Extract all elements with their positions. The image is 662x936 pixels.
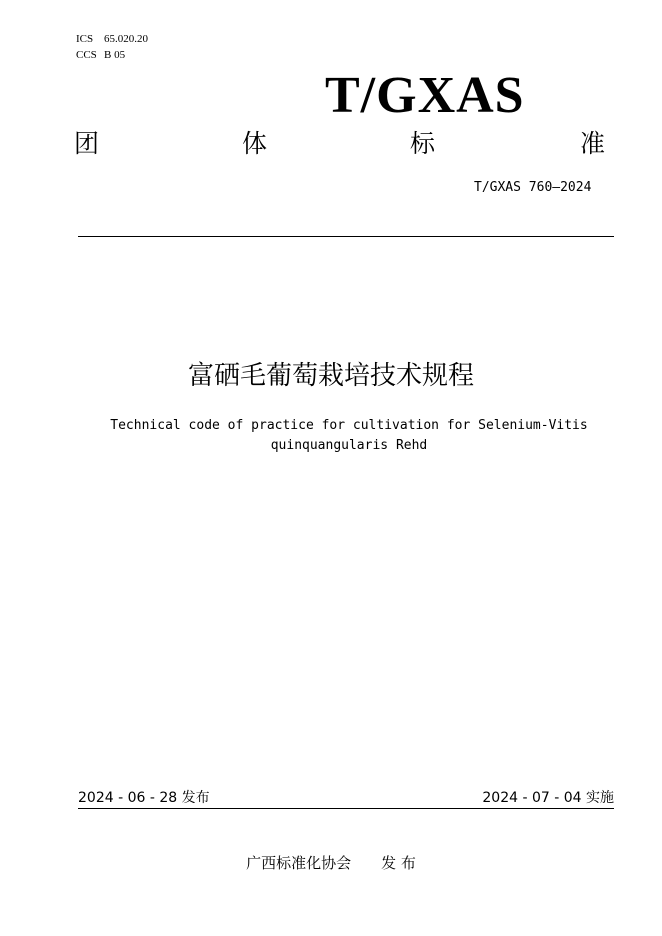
publish-date: 2024 - 06 - 28 发布 [78, 790, 210, 806]
classification-codes [76, 31, 148, 63]
brand-logo-text: T/GXAS [325, 67, 525, 124]
standard-type-char: 体 [242, 129, 268, 158]
standard-type-char: 团 [74, 129, 100, 158]
standard-type-char: 准 [580, 129, 606, 158]
issuer-action: 发 布 [381, 854, 416, 872]
header-divider [78, 236, 614, 237]
ics-label: ICS [76, 33, 94, 45]
ccs-label: CCS [76, 49, 97, 61]
implement-date: 2024 - 07 - 04 实施 [482, 790, 614, 806]
ics-value: 65.020.20 [104, 33, 148, 45]
issuer [0, 853, 662, 873]
standard-type-char: 标 [410, 129, 436, 158]
ccs-line [76, 47, 148, 63]
footer-divider [78, 808, 614, 809]
standard-type [74, 127, 610, 161]
issuer-name: 广西标准化协会 [246, 854, 352, 872]
ccs-value: B 05 [104, 49, 126, 61]
title-english-line: quinquangularis Rehd [270, 438, 428, 453]
title-chinese: 富硒毛葡萄栽培技术规程 [187, 361, 474, 391]
ics-line [76, 31, 148, 47]
title-english-line: Technical code of practice for cultivation for Selenium-Vitis [110, 418, 588, 433]
standard-code: T/GXAS 760—2024 [474, 180, 592, 195]
title-english [60, 416, 638, 456]
